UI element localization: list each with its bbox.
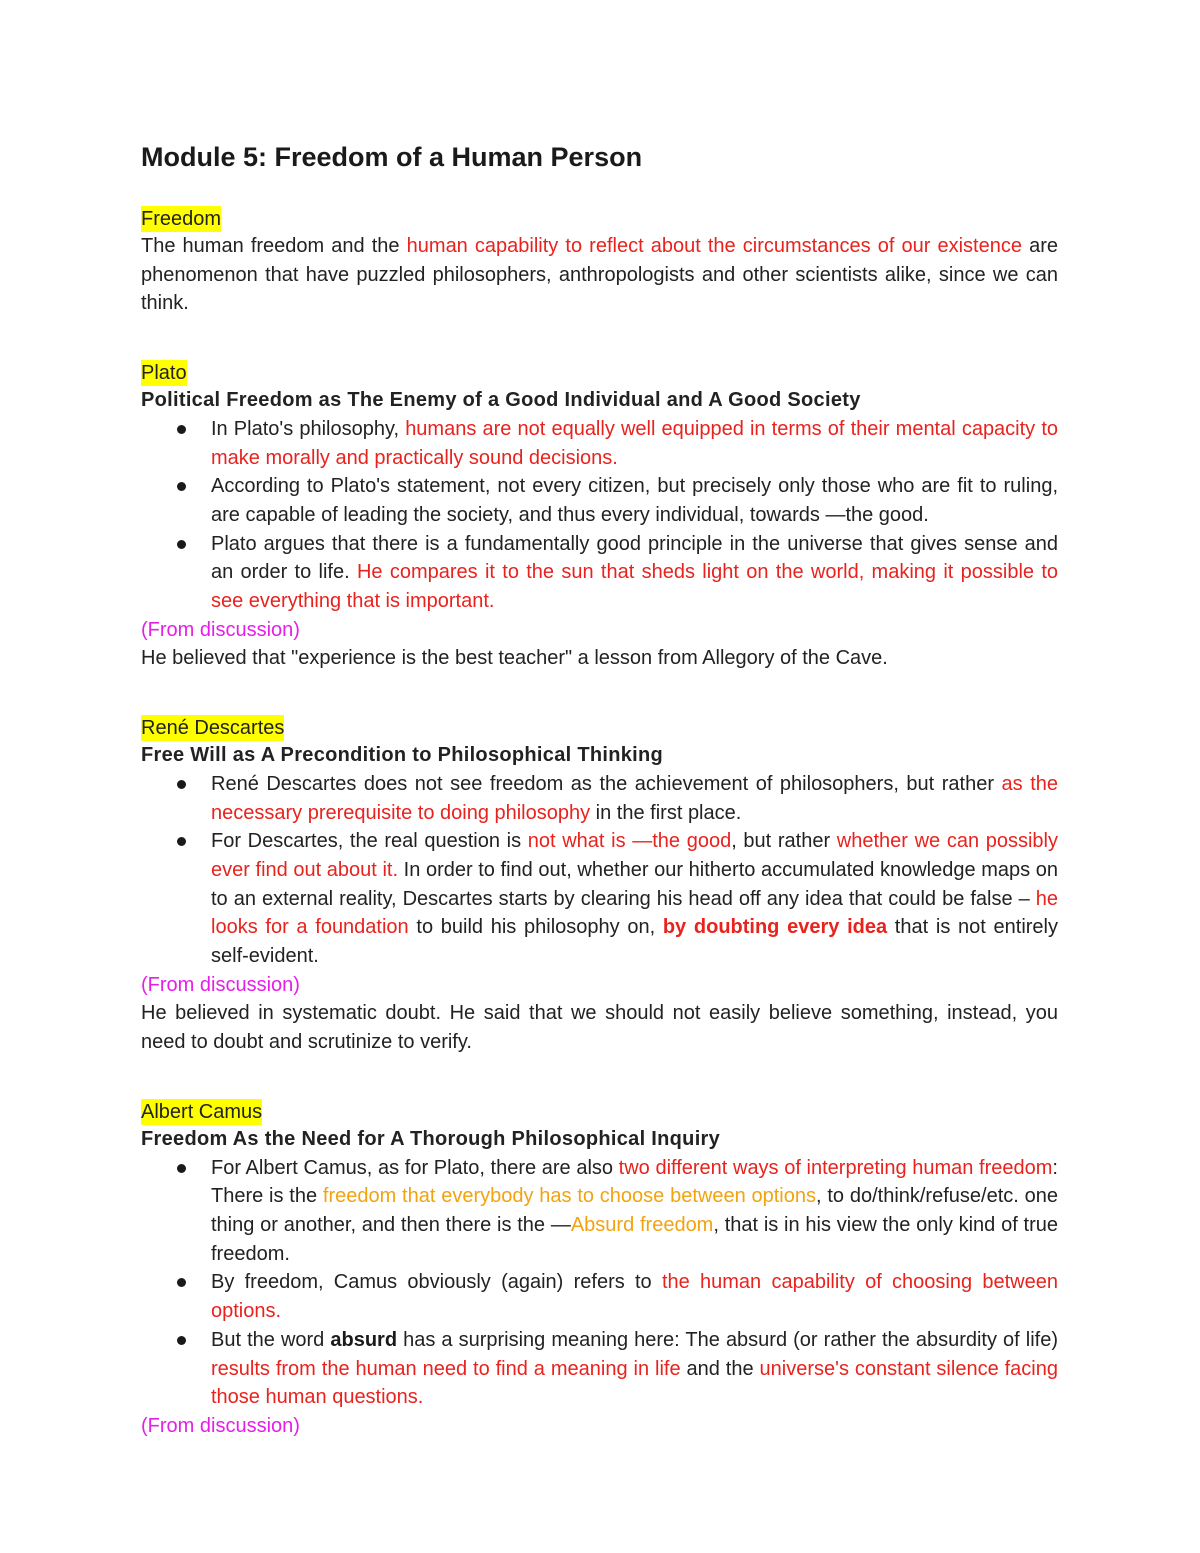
bullet-icon [177,780,186,789]
text-run: that is not entirely self-evident. [211,916,1058,968]
section-label-camus: Albert Camus [141,1100,263,1123]
text-run: By freedom, Camus obviously (again) refers to [211,1271,662,1294]
text-run: : There is the [211,1156,1058,1208]
section-descartes [141,715,1058,1057]
orange-text-run: Absurd freedom [570,1213,714,1236]
orange-text-run: freedom that everybody has to choose between options [322,1185,816,1208]
text-run: Plato argues that there is a fundamentally good principle in the universe that gives sense and an order to life. [211,532,1058,584]
text-run: But the word [211,1328,331,1351]
text-run: René Descartes does not see freedom as the achievement of philosophers, but rather [211,772,1002,795]
section-label-plato: Plato [141,362,187,385]
red-text-run: whether we can possibly ever find out about it. [211,830,1059,881]
freedom-paragraph [141,232,1058,318]
red-text-run: humans are not equally well equipped in terms of their mental capacity to make morally and practically sound decisions. [211,417,1058,469]
list-item [141,1154,1058,1269]
text-run: , to do/think/refuse/etc. one thing or another, and then there is the — [211,1185,1058,1236]
section-camus [141,1099,1058,1441]
descartes-discussion-text: He believed in systematic doubt. He said that we should not easily believe something, instead, you need to doubt and scrutinize to verify. [141,1002,1058,1054]
list-item [141,472,1058,529]
from-discussion-label: (From discussion) [141,1414,300,1437]
camus-bullet-list [141,1154,1058,1412]
text-run: has a surprising meaning here: The absurd (or rather the absurdity of life) [397,1328,1058,1351]
text-run: and the [680,1357,760,1380]
red-text-run: universe's constant silence facing those human questions. [211,1357,1058,1409]
from-discussion-label: (From discussion) [141,973,300,996]
page-title: Module 5: Freedom of a Human Person [141,142,643,172]
list-item [141,1326,1058,1412]
bullet-icon [177,837,186,846]
red-text-run: two different ways of interpreting human freedom [618,1156,1053,1179]
plato-subheading: Political Freedom as The Enemy of a Good Individual and A Good Society [141,389,861,412]
camus-subheading: Freedom As the Need for A Thorough Philosophical Inquiry [141,1127,721,1150]
section-freedom [141,206,1058,318]
descartes-bullet-list [141,770,1058,971]
text-run: In Plato's philosophy, [211,417,406,440]
list-item [141,827,1058,971]
descartes-subheading: Free Will as A Precondition to Philosophical Thinking [141,744,664,767]
list-item [141,530,1058,616]
text-run: are phenomenon that have puzzled philosophers, anthropologists and other scientists alike, since we can think. [141,235,1058,315]
red-text-run: results from the human need to find a meaning in life [211,1357,681,1380]
list-item [141,415,1058,472]
bullet-icon [177,425,186,434]
text-run: The human freedom and the [141,235,407,257]
red-text-run: as the necessary prerequisite to doing philosophy [211,772,1059,824]
from-discussion-label: (From discussion) [141,618,300,641]
text-run: , but rather [731,830,837,853]
section-plato [141,360,1058,673]
section-label-descartes: René Descartes [141,717,285,740]
red-text-run: He compares it to the sun that sheds light on the world, making it possible to see everything that is important. [211,561,1058,613]
text-run: in the first place. [590,801,742,824]
bullet-icon [177,482,186,491]
list-item [141,770,1058,827]
bullet-icon [177,540,186,549]
document-page [141,138,1058,1441]
text-run: In order to find out, whether our hitherto accumulated knowledge maps on to an external reality, Descartes starts by clearing his head off any idea that could be false – [211,858,1058,910]
red-text-run: not what is —the good [527,830,732,853]
red-text-run: human capability to reflect about the circumstances of our existence [406,235,1022,257]
section-label-freedom: Freedom [141,208,222,230]
text-run: For Albert Camus, as for Plato, there are also [211,1156,619,1179]
red-text-run: the human capability of choosing between options. [211,1271,1058,1323]
red-text-run: he looks for a foundation [211,887,1058,939]
text-run: According to Plato's statement, not every citizen, but precisely only those who are fit to ruling, are capable of leading the society, and thus every individual, towards —the good. [211,475,1058,526]
text-run: , that is in his view the only kind of true freedom. [211,1213,1058,1265]
bullet-icon [177,1278,186,1287]
bold-text-run: absurd [330,1328,398,1351]
bullet-icon [177,1336,186,1345]
red-bold-text-run: by doubting every idea [662,916,888,939]
plato-bullet-list [141,415,1058,616]
plato-discussion-text: He believed that "experience is the best teacher" a lesson from Allegory of the Cave. [141,647,888,670]
bullet-icon [177,1164,186,1173]
list-item [141,1268,1058,1325]
text-run: to build his philosophy on, [408,916,663,939]
text-run: For Descartes, the real question is [211,830,528,853]
